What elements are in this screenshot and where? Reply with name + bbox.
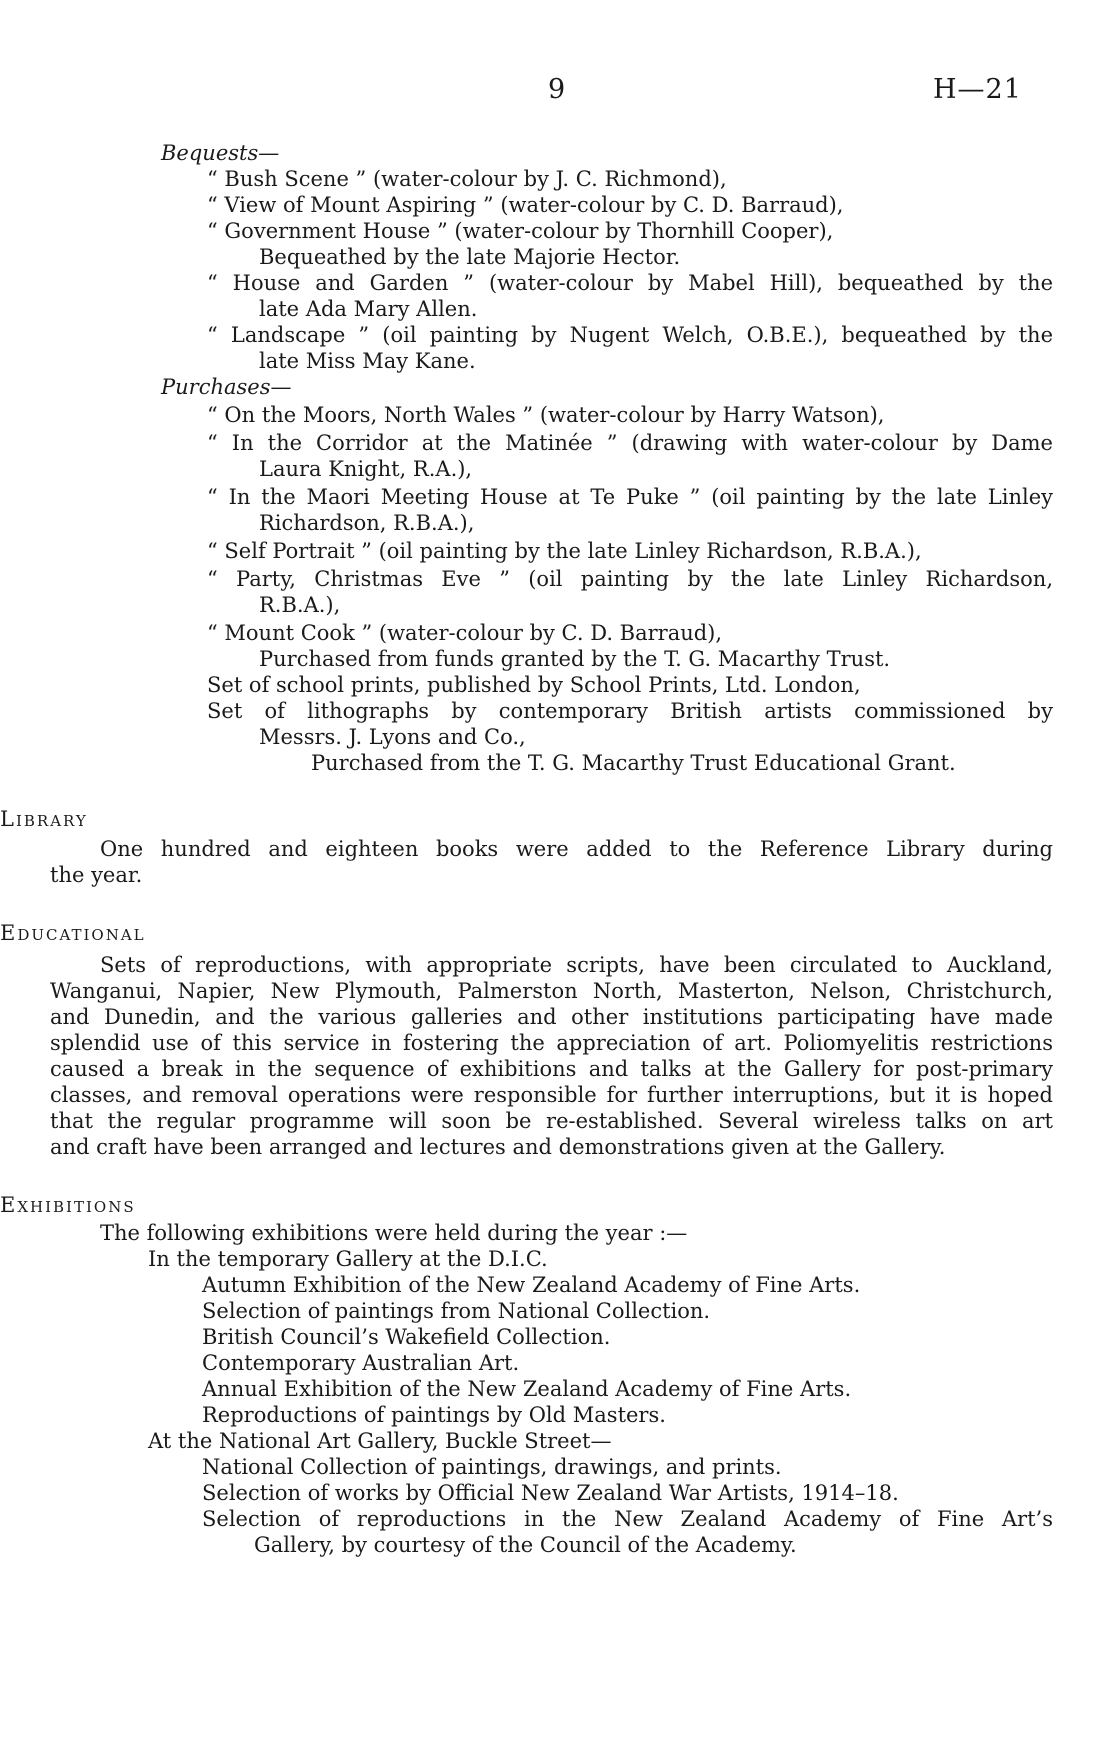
- exhibitions-line: Autumn Exhibition of the New Zealand Academy of Fine Arts.: [202, 1273, 861, 1297]
- purchase-line: Purchased from the T. G. Macarthy Trust Educational Grant.: [311, 751, 956, 775]
- exhibitions-line: British Council’s Wakefield Collection.: [202, 1325, 611, 1349]
- educational-paragraph-line: Sets of reproductions, with appropriate scripts, have been circulated to Auckland,: [100, 953, 1053, 977]
- purchase-line: “ Self Portrait ” (oil painting by the late Linley Richardson, R.B.A.),: [207, 539, 922, 563]
- purchase-line: Purchased from funds granted by the T. G. Macarthy Trust.: [259, 647, 891, 671]
- exhibitions-line: Selection of reproductions in the New Zealand Academy of Fine Art’s: [202, 1507, 1053, 1531]
- bequests-heading: Bequests—: [161, 141, 280, 165]
- purchase-line: R.B.A.),: [259, 593, 341, 617]
- purchase-line: “ Party, Christmas Eve ” (oil painting by the late Linley Richardson,: [207, 567, 1053, 591]
- educational-paragraph-line: caused a break in the sequence of exhibitions and talks at the Gallery for post-primary: [50, 1057, 1053, 1081]
- bequest-line: late Ada Mary Allen.: [259, 297, 478, 321]
- page-number: 9: [548, 74, 566, 105]
- exhibitions-line: The following exhibitions were held during the year :—: [100, 1221, 688, 1245]
- purchase-line: Set of lithographs by contemporary British artists commissioned by: [207, 699, 1053, 723]
- exhibitions-line: In the temporary Gallery at the D.I.C.: [148, 1247, 548, 1271]
- purchase-line: Set of school prints, published by School Prints, Ltd. London,: [207, 673, 861, 697]
- educational-paragraph-line: classes, and removal operations were responsible for further interruptions, but it is hoped: [50, 1083, 1053, 1107]
- purchase-line: “ On the Moors, North Wales ” (water-colour by Harry Watson),: [207, 403, 885, 427]
- library-paragraph-line: One hundred and eighteen books were added to the Reference Library during: [100, 837, 1053, 861]
- exhibitions-line: National Collection of paintings, drawings, and prints.: [202, 1455, 782, 1479]
- exhibitions-line: Reproductions of paintings by Old Masters.: [202, 1403, 666, 1427]
- bequest-line: “ View of Mount Aspiring ” (water-colour by C. D. Barraud),: [207, 193, 844, 217]
- document-reference: H—21: [933, 74, 1022, 105]
- library-heading: Library: [0, 807, 88, 831]
- exhibitions-line: Selection of works by Official New Zealand War Artists, 1914–18.: [202, 1481, 899, 1505]
- educational-paragraph-line: and Dunedin, and the various galleries and other institutions participating have made: [50, 1005, 1053, 1029]
- exhibitions-heading: Exhibitions: [0, 1193, 136, 1217]
- purchase-line: “ Mount Cook ” (water-colour by C. D. Barraud),: [207, 621, 723, 645]
- purchase-line: Laura Knight, R.A.),: [259, 457, 473, 481]
- purchase-line: “ In the Corridor at the Matinée ” (drawing with water-colour by Dame: [207, 431, 1053, 455]
- educational-paragraph-line: that the regular programme will soon be re-established. Several wireless talks on art: [50, 1109, 1053, 1133]
- educational-paragraph-line: Wanganui, Napier, New Plymouth, Palmerston North, Masterton, Nelson, Christchurch,: [50, 979, 1053, 1003]
- bequest-line: “ Landscape ” (oil painting by Nugent Welch, O.B.E.), bequeathed by the: [207, 323, 1053, 347]
- educational-paragraph-line: splendid use of this service in fostering the appreciation of art. Poliomyelitis restrictions: [50, 1031, 1053, 1055]
- purchase-line: “ In the Maori Meeting House at Te Puke ” (oil painting by the late Linley: [207, 485, 1053, 509]
- bequest-line: “ Bush Scene ” (water-colour by J. C. Richmond),: [207, 167, 727, 191]
- purchase-line: Richardson, R.B.A.),: [259, 511, 475, 535]
- purchases-heading: Purchases—: [161, 375, 292, 399]
- educational-paragraph-line: and craft have been arranged and lectures and demonstrations given at the Gallery.: [50, 1135, 946, 1159]
- exhibitions-line: At the National Art Gallery, Buckle Street—: [148, 1429, 612, 1453]
- bequest-line: “ Government House ” (water-colour by Thornhill Cooper),: [207, 219, 834, 243]
- exhibitions-line: Selection of paintings from National Collection.: [202, 1299, 711, 1323]
- bequest-line: Bequeathed by the late Majorie Hector.: [259, 245, 681, 269]
- bequest-line: late Miss May Kane.: [259, 349, 476, 373]
- library-paragraph-line: the year.: [50, 863, 143, 887]
- bequest-line: “ House and Garden ” (water-colour by Mabel Hill), bequeathed by the: [207, 271, 1053, 295]
- exhibitions-line: Annual Exhibition of the New Zealand Academy of Fine Arts.: [202, 1377, 852, 1401]
- purchase-line: Messrs. J. Lyons and Co.,: [259, 725, 526, 749]
- exhibitions-line: Gallery, by courtesy of the Council of the Academy.: [254, 1533, 797, 1557]
- educational-heading: Educational: [0, 921, 146, 945]
- exhibitions-line: Contemporary Australian Art.: [202, 1351, 520, 1375]
